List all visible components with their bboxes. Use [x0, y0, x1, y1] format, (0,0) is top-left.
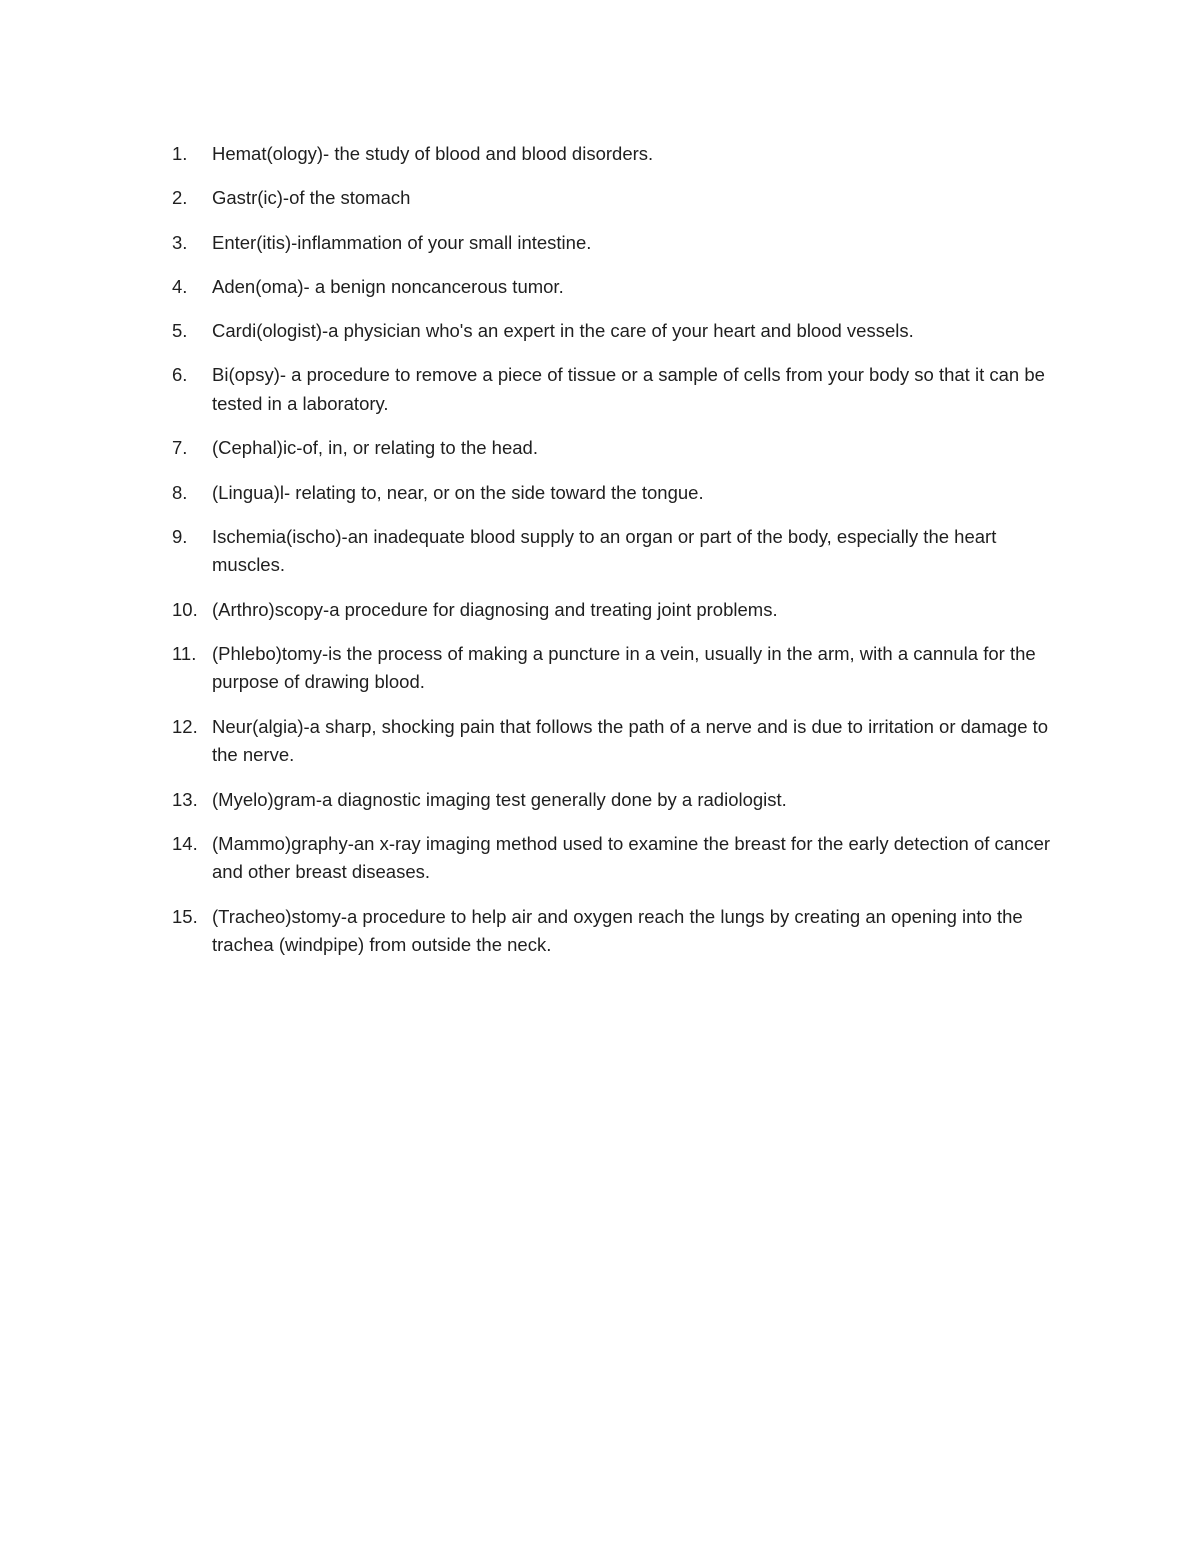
list-item [172, 229, 1062, 258]
list-item [172, 479, 1062, 508]
list-item-text: (Phlebo)tomy-is the process of making a puncture in a vein, usually in the arm, with a cannula for the purpose of drawing blood. [212, 642, 1036, 693]
list-item-text: Cardi(ologist)-a physician who's an expert in the care of your heart and blood vessels. [212, 320, 914, 342]
list-item-number: 12. [172, 715, 198, 737]
list-item-number: 2. [172, 187, 188, 209]
list-item-text: (Lingua)l- relating to, near, or on the side toward the tongue. [212, 481, 704, 503]
list-item-text: (Cephal)ic-of, in, or relating to the head. [212, 437, 538, 459]
list-item-text: Neur(algia)-a sharp, shocking pain that follows the path of a nerve and is due to irritation or damage to the nerve. [212, 715, 1049, 766]
list-item-text: Ischemia(ischo)-an inadequate blood supply to an organ or part of the body, especially the heart muscles. [212, 525, 997, 576]
list-item-number: 1. [172, 143, 188, 164]
list-item-text: Hemat(ology)- the study of blood and blood disorders. [212, 143, 654, 164]
term-list [172, 140, 1062, 975]
list-item [172, 273, 1062, 302]
list-item-number: 6. [172, 364, 188, 386]
list-item-number: 11. [172, 642, 197, 664]
list-item-number: 5. [172, 320, 188, 342]
list-item-text: (Mammo)graphy-an x-ray imaging method used to examine the breast for the early detection of cancer and other breast diseases. [212, 832, 1051, 883]
list-item [172, 903, 1062, 960]
list-item [172, 713, 1062, 770]
list-item-text: Enter(itis)-inflammation of your small intestine. [212, 231, 592, 253]
list-item-number: 8. [172, 481, 188, 503]
list-item-text: Aden(oma)- a benign noncancerous tumor. [212, 275, 564, 297]
list-item-text: Gastr(ic)-of the stomach [212, 187, 411, 209]
list-item-text: Bi(opsy)- a procedure to remove a piece of tissue or a sample of cells from your body so that it can be tested in a laboratory. [212, 364, 1045, 414]
list-item-text: (Arthro)scopy-a procedure for diagnosing and treating joint problems. [212, 598, 778, 620]
list-item [172, 786, 1062, 815]
list-item-number: 14. [172, 832, 198, 854]
list-item [172, 184, 1062, 213]
list-item [172, 830, 1062, 887]
list-item-number: 7. [172, 437, 188, 459]
list-item-number: 15. [172, 905, 198, 927]
list-item-text: (Myelo)gram-a diagnostic imaging test generally done by a radiologist. [212, 788, 787, 810]
list-item-number: 3. [172, 231, 188, 253]
list-item-number: 9. [172, 525, 188, 547]
list-item [172, 596, 1062, 625]
list-item-text: (Tracheo)stomy-a procedure to help air and oxygen reach the lungs by creating an opening into the trachea (windpipe) from outside the neck. [212, 905, 1023, 956]
list-item [172, 434, 1062, 463]
list-item [172, 361, 1062, 418]
list-item-number: 10. [172, 598, 198, 620]
list-item [172, 317, 1062, 346]
list-item-number: 13. [172, 788, 198, 810]
list-item-number: 4. [172, 275, 188, 297]
list-item [172, 640, 1062, 697]
list-item [172, 140, 1062, 169]
list-item [172, 523, 1062, 580]
